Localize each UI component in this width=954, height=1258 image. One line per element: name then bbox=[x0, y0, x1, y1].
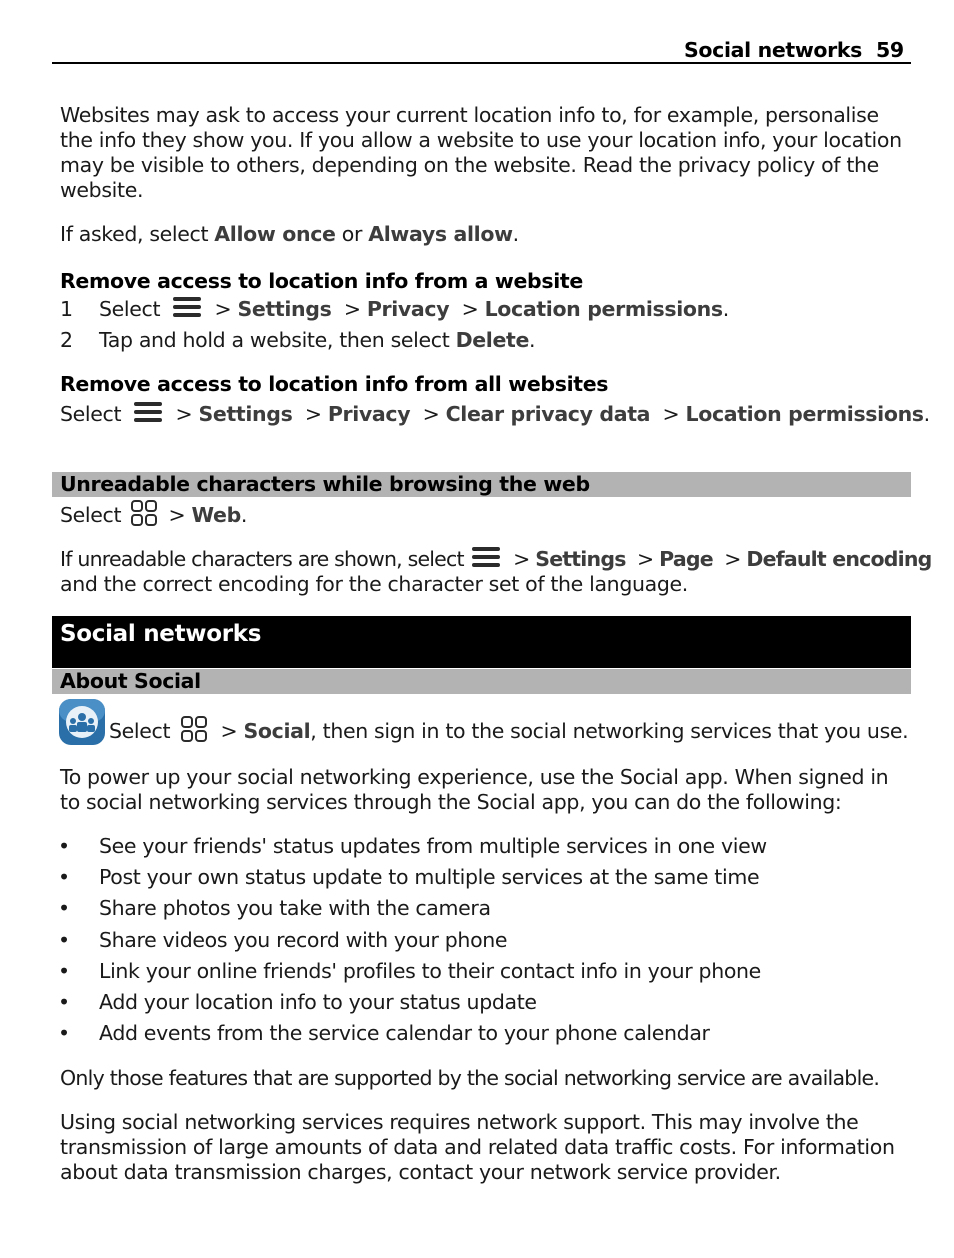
social-paragraph-3: Using social networking services requires network support. This may involve the transmission of large amounts of data and related data traffic costs. For information about data transmission charges, contact your network service provider. bbox=[60, 1110, 895, 1184]
list-item: Add your location info to your status update bbox=[99, 990, 537, 1014]
list-item: Post your own status update to multiple services at the same time bbox=[99, 865, 760, 889]
menu-icon bbox=[133, 401, 163, 423]
about-social-heading: About Social bbox=[60, 669, 201, 693]
arrow: > bbox=[220, 719, 238, 743]
select-text: Select bbox=[109, 719, 171, 743]
period: . bbox=[923, 402, 930, 426]
arrow: > bbox=[175, 402, 193, 426]
social-networks-title-bar bbox=[52, 616, 911, 668]
unreadable-line-3: and the correct encoding for the character set of the language. bbox=[60, 572, 688, 596]
if-asked-line bbox=[60, 222, 519, 247]
step-1-number: 1 bbox=[60, 297, 73, 321]
list-item: See your friends' status updates from multiple services in one view bbox=[99, 834, 767, 858]
period: . bbox=[512, 222, 519, 246]
location-permissions-path: Location permissions bbox=[484, 297, 723, 321]
select-text: Select bbox=[60, 402, 122, 426]
list-item: Add events from the service calendar to your phone calendar bbox=[99, 1021, 710, 1045]
always-allow-option: Always allow bbox=[368, 222, 513, 246]
arrow: > bbox=[168, 503, 186, 527]
social-path: Social bbox=[243, 719, 311, 743]
privacy-path: Privacy bbox=[327, 402, 411, 426]
social-select-line bbox=[109, 718, 908, 746]
page-number: 59 bbox=[876, 38, 904, 62]
remove-all-line bbox=[60, 402, 930, 427]
remove-all-heading: Remove access to location info from all websites bbox=[60, 372, 609, 396]
web-path: Web bbox=[191, 503, 241, 527]
menu-icon bbox=[172, 296, 202, 318]
allow-once-option: Allow once bbox=[214, 222, 336, 246]
list-item: Link your online friends' profiles to their contact info in your phone bbox=[99, 959, 761, 983]
app-grid-icon bbox=[130, 499, 158, 527]
step-2-text: Tap and hold a website, then select bbox=[99, 328, 456, 352]
or-text: or bbox=[335, 222, 369, 246]
settings-path: Settings bbox=[237, 297, 332, 321]
list-item: Share photos you take with the camera bbox=[99, 896, 491, 920]
social-app-icon bbox=[59, 699, 105, 745]
arrow: > bbox=[662, 402, 680, 426]
bullet-marker: • bbox=[58, 928, 70, 952]
step-1-line bbox=[99, 297, 729, 322]
arrow: > bbox=[214, 297, 232, 321]
select-text: Select bbox=[60, 503, 122, 527]
arrow: > bbox=[637, 547, 654, 571]
bullet-marker: • bbox=[58, 1021, 70, 1045]
social-paragraph-1: To power up your social networking experience, use the Social app. When signed in to social networking services through the Social app, you can do the following: bbox=[60, 765, 889, 814]
clear-privacy-data-path: Clear privacy data bbox=[445, 402, 651, 426]
app-grid-icon bbox=[180, 715, 208, 743]
bullet-marker: • bbox=[58, 865, 70, 889]
arrow: > bbox=[343, 297, 361, 321]
settings-path: Settings bbox=[198, 402, 293, 426]
arrow: > bbox=[304, 402, 322, 426]
arrow: > bbox=[724, 547, 741, 571]
bullet-marker: • bbox=[58, 959, 70, 983]
step-2-line bbox=[99, 328, 535, 353]
unreadable-line bbox=[60, 547, 932, 572]
bullet-marker: • bbox=[58, 990, 70, 1014]
about-social-heading-bar bbox=[52, 669, 911, 694]
page-path: Page bbox=[659, 547, 713, 571]
delete-option: Delete bbox=[455, 328, 530, 352]
period: . bbox=[529, 328, 536, 352]
running-header-section: Social networks bbox=[684, 38, 863, 62]
location-permissions-path: Location permissions bbox=[685, 402, 924, 426]
unreadable-heading-bar bbox=[52, 472, 911, 497]
unreadable-text: If unreadable characters are shown, select bbox=[60, 547, 464, 571]
list-item: Share videos you record with your phone bbox=[99, 928, 508, 952]
arrow: > bbox=[513, 547, 530, 571]
social-networks-title: Social networks bbox=[60, 621, 262, 647]
settings-path: Settings bbox=[535, 547, 626, 571]
header-rule bbox=[52, 62, 911, 64]
if-asked-text: If asked, select bbox=[60, 222, 215, 246]
social-after-text: , then sign in to the social networking services that you use. bbox=[310, 719, 909, 743]
privacy-path: Privacy bbox=[366, 297, 450, 321]
bullet-marker: • bbox=[58, 896, 70, 920]
default-encoding-path: Default encoding bbox=[746, 547, 932, 571]
arrow: > bbox=[422, 402, 440, 426]
unreadable-heading: Unreadable characters while browsing the web bbox=[60, 472, 590, 496]
social-paragraph-2: Only those features that are supported by the social networking service are available. bbox=[60, 1066, 880, 1090]
period: . bbox=[722, 297, 729, 321]
arrow: > bbox=[461, 297, 479, 321]
intro-paragraph: Websites may ask to access your current location info to, for example, personalise the info they show you. If you allow a website to use your location info, your location may be visible to others, depending on the website. Read the privacy policy of the website. bbox=[60, 103, 902, 202]
select-text: Select bbox=[99, 297, 161, 321]
select-web-line bbox=[60, 502, 247, 530]
menu-icon bbox=[471, 546, 501, 568]
remove-one-heading: Remove access to location info from a website bbox=[60, 269, 583, 293]
period: . bbox=[240, 503, 248, 527]
step-2-number: 2 bbox=[60, 328, 73, 352]
bullet-marker: • bbox=[58, 834, 70, 858]
